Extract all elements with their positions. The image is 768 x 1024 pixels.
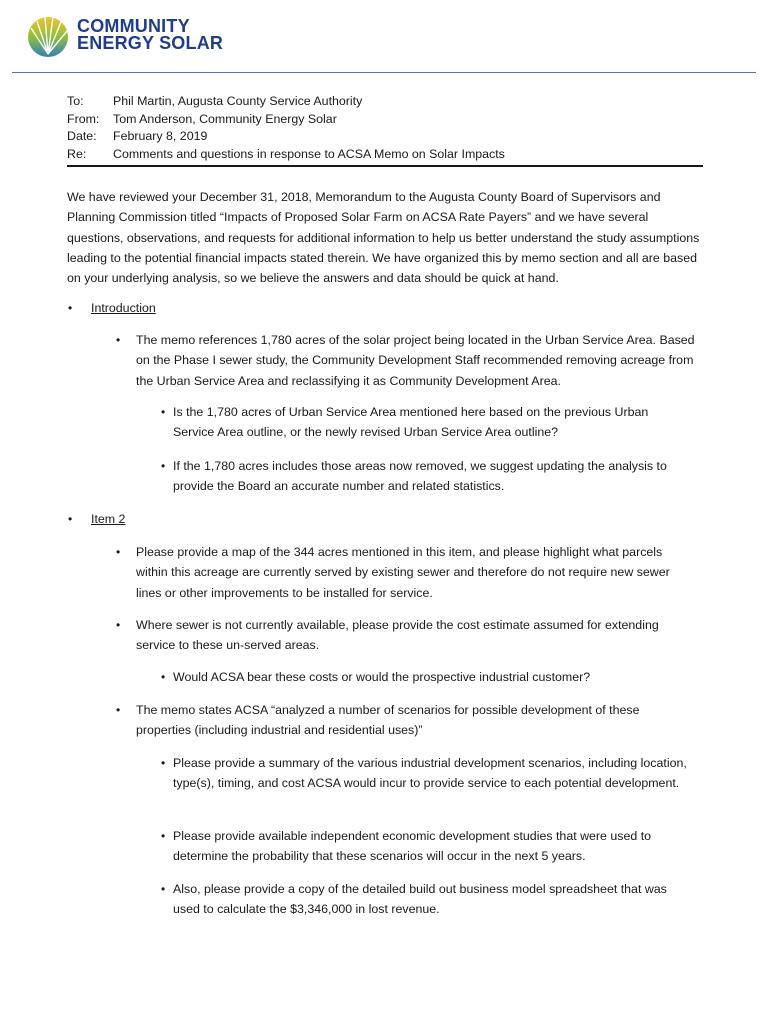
logo-text (77, 18, 223, 52)
sun-logo-icon (27, 16, 69, 58)
header-divider (67, 165, 703, 167)
intro-subpoint-1-text: Is the 1,780 acres of Urban Service Area mentioned here based on the previous Urban Service Area outline, or the newly revised Urban Service Area outline? (173, 405, 649, 440)
item2-point-3-sub-2: Please provide available independent economic development studies that were used to determine the probability that these scenarios will occur in the next 5 years. (173, 829, 652, 864)
bullet-icon: • (116, 703, 121, 717)
bullet-icon: • (161, 756, 166, 770)
item2-point-3: The memo states ACSA “analyzed a number of scenarios for possible development of these properties (including industrial and residential uses)” (136, 703, 640, 738)
logo-line-1: COMMUNITY (77, 16, 190, 36)
section-heading-introduction: Introduction (91, 301, 156, 315)
bullet-icon: • (161, 405, 166, 419)
bullet-icon: • (68, 301, 73, 315)
item2-point-3-sub-1: Please provide a summary of the various industrial development scenarios, including location, type(s), timing, and cost ACSA would incur to provide service to each potential development. (173, 756, 687, 791)
bullet-icon: • (116, 545, 121, 559)
memo-date-row (67, 128, 703, 146)
item2-point-3-sub-3: Also, please provide a copy of the detailed build out business model spreadsheet that was used to calculate the $3,346,000 in lost revenue. (173, 882, 667, 917)
memo-header (67, 93, 703, 163)
date-value: February 8, 2019 (113, 129, 208, 144)
date-label: Date: (67, 129, 97, 144)
memo-to-row (67, 93, 703, 111)
to-value: Phil Martin, Augusta County Service Authority (113, 94, 363, 108)
top-divider (12, 72, 756, 73)
section-heading-item2: Item 2 (91, 512, 126, 526)
logo-line-2: ENERGY SOLAR (77, 33, 224, 53)
bullet-icon: • (68, 512, 73, 526)
bullet-icon: • (161, 459, 166, 473)
to-label: To: (67, 94, 84, 108)
company-logo (27, 16, 267, 60)
memo-re-row (67, 146, 703, 164)
intro-subpoint-2: If the 1,780 acres includes those areas now removed, we suggest updating the analysis to provide the Board an accurate number and related statistics. (173, 459, 667, 494)
item2-point-2-sub-1: Would ACSA bear these costs or would the prospective industrial customer? (173, 670, 591, 684)
bullet-icon: • (161, 670, 166, 684)
intro-point-1: The memo references 1,780 acres of the solar project being located in the Urban Service Area. Based on the Phase I sewer study, the Community Development Staff recommended removing acreage from the Urban Service Area and reclassifying it as Community Development Area. (136, 333, 695, 388)
intro-subpoint-1 (165, 402, 673, 443)
bullet-icon: • (161, 829, 166, 843)
bullet-icon: • (116, 333, 121, 347)
bullet-icon: • (161, 882, 166, 896)
re-label: Re: (67, 146, 87, 161)
memo-from-row (67, 111, 703, 129)
intro-paragraph: We have reviewed your December 31, 2018, Memorandum to the Augusta County Board of Supervisors and Planning Commission titled “Impacts of Proposed Solar Farm on ACSA Rate Payers” and we have several questions, observations, and requests for additional information to help us better understand the study assumptions leading to the potential financial impacts stated therein. We have organized this by memo section and all are based on your underlying analysis, so we believe the answers and data should be quick at hand. (67, 190, 700, 286)
from-label: From: (67, 111, 100, 126)
bullet-icon: • (116, 618, 121, 632)
re-value: Comments and questions in response to ACSA Memo on Solar Impacts (113, 146, 505, 161)
item2-point-1: Please provide a map of the 344 acres mentioned in this item, and please highlight what parcels within this acreage are currently served by existing sewer and therefore do not require new sewer lines or other improvements to be installed for service. (136, 545, 670, 600)
item2-point-2: Where sewer is not currently available, please provide the cost estimate assumed for extending service to these un-served areas. (136, 618, 659, 653)
from-value: Tom Anderson, Community Energy Solar (113, 111, 337, 126)
